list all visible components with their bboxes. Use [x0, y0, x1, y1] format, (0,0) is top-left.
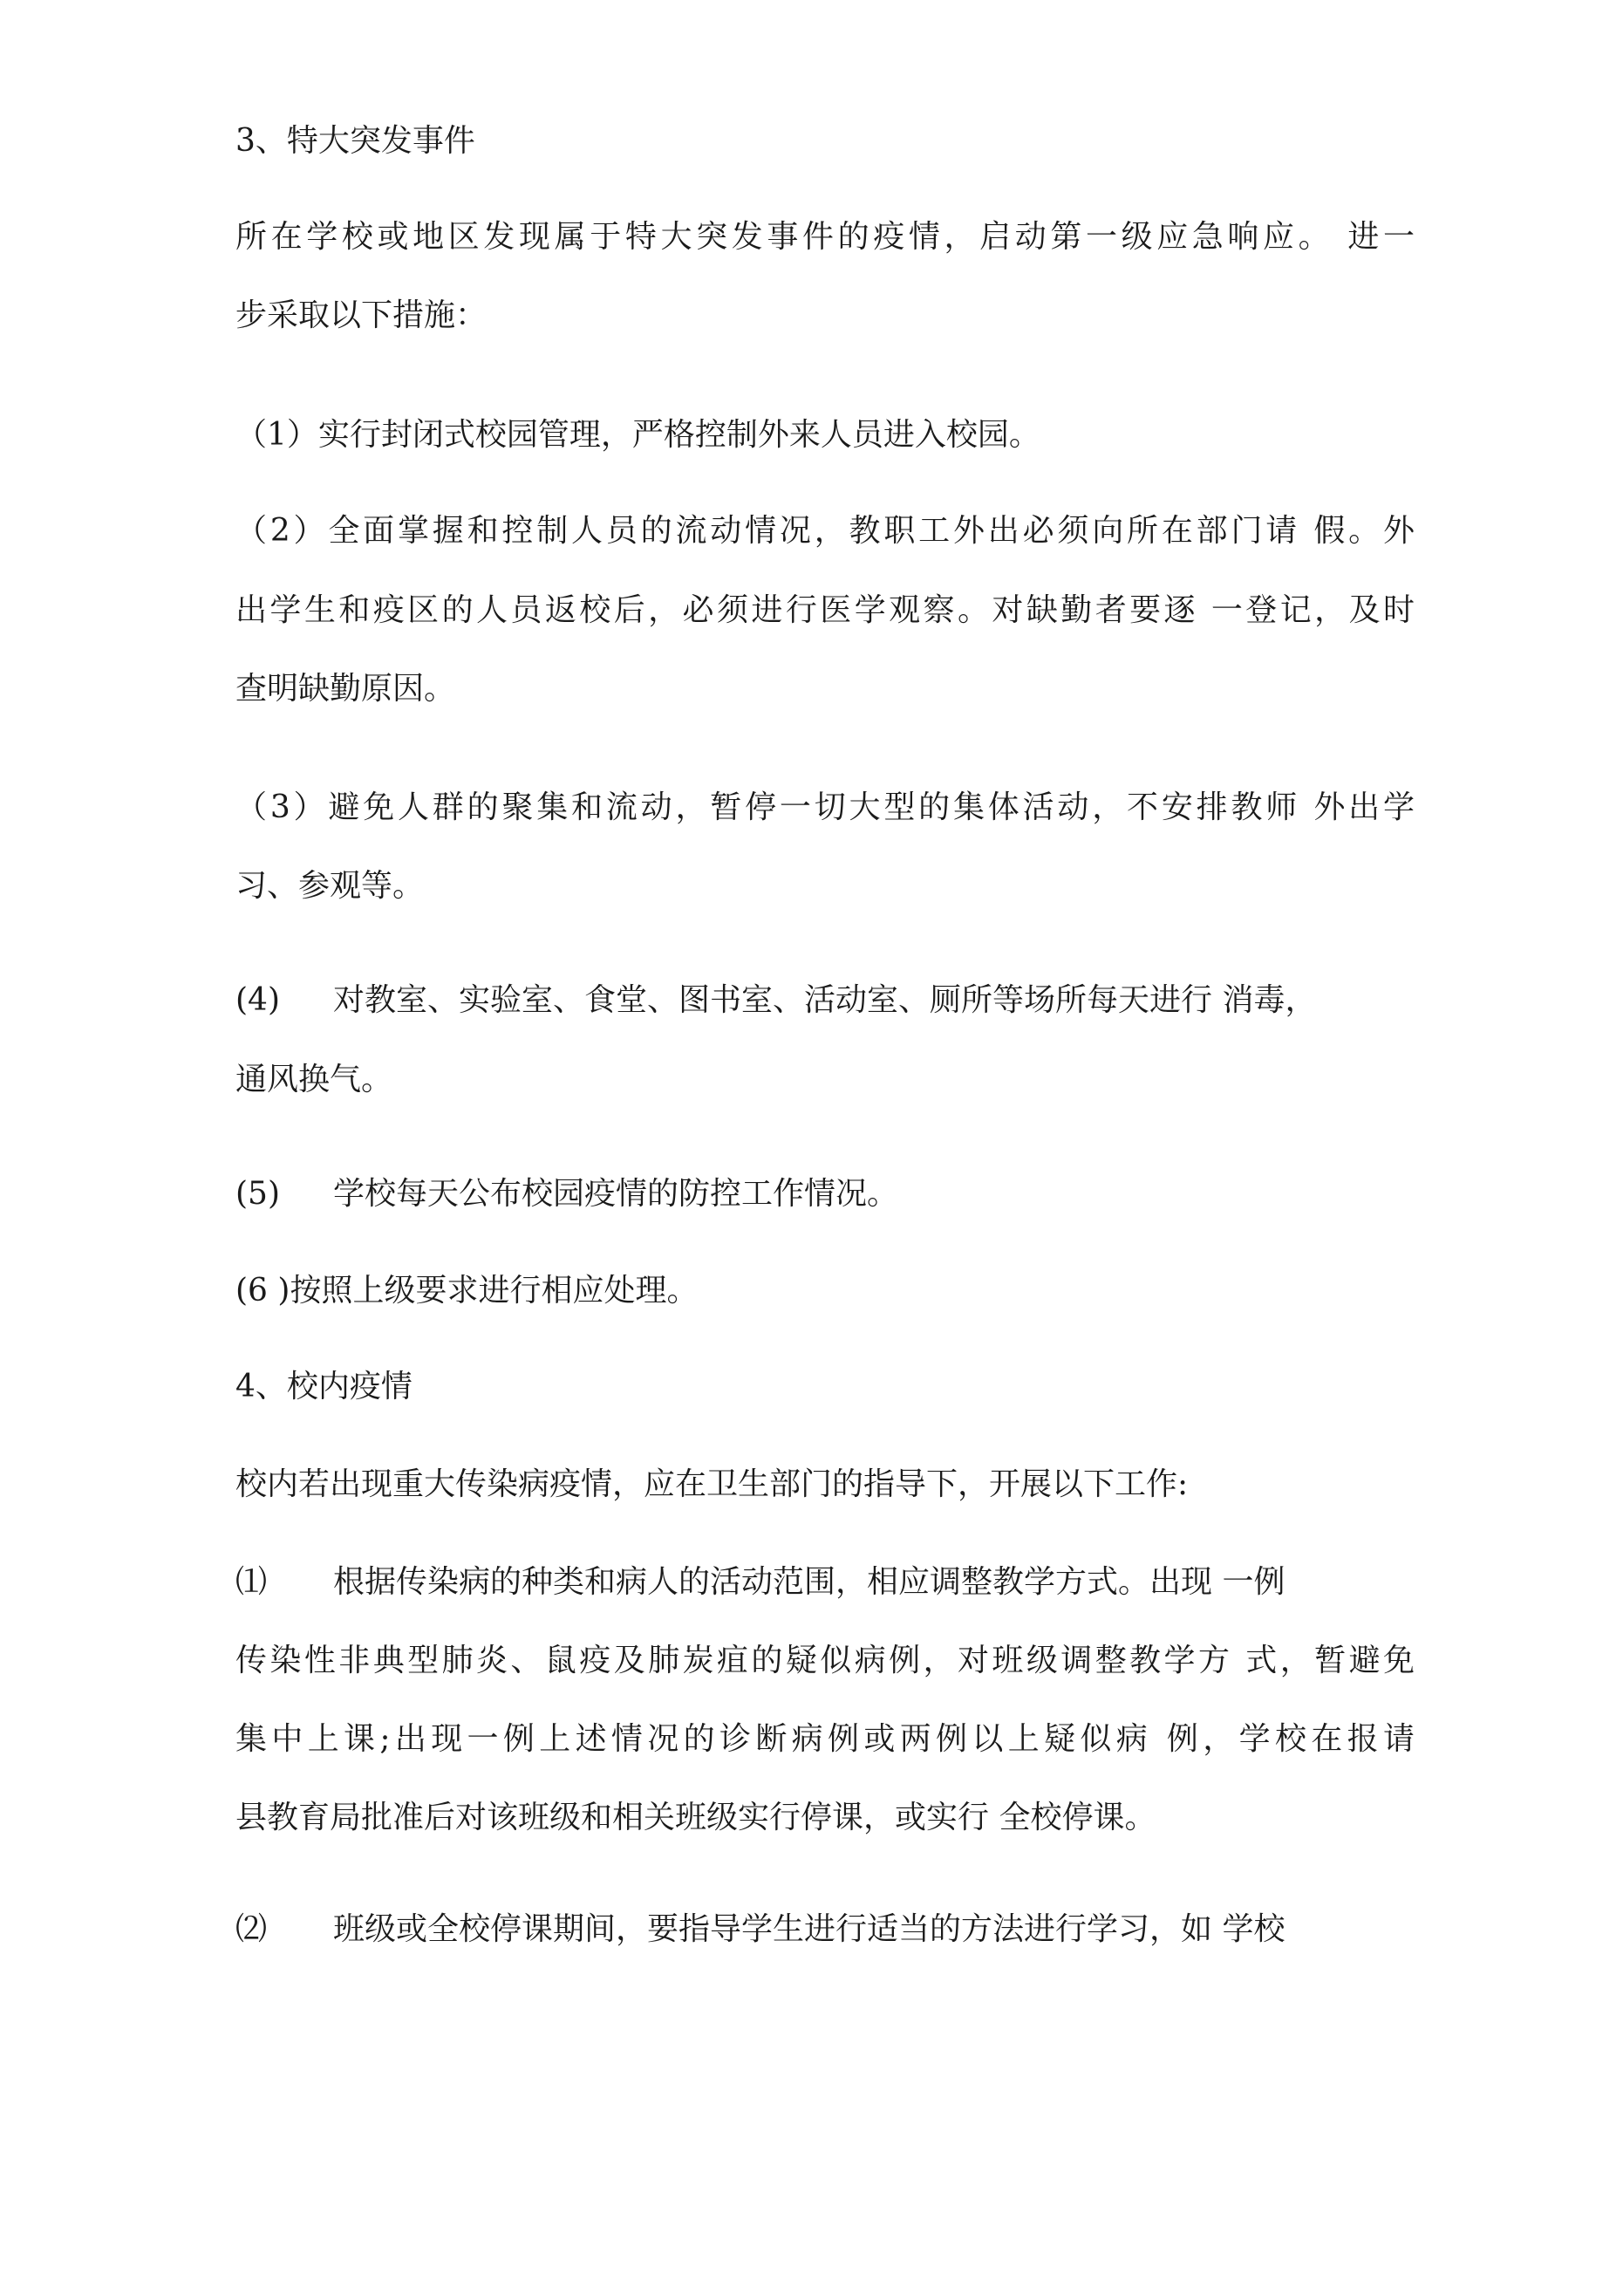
item-4-2-line-1 — [235, 1910, 1415, 1949]
item-4-2-marker: ⑵ — [235, 1911, 268, 1947]
item-3-6: (6 )按照上级要求进行相应处理。 — [235, 1273, 699, 1309]
section-3-intro-line-1: 所在学校或地区发现属于特大突发事件的疫情，启动第一级应急响应。 进一 — [235, 219, 1415, 255]
item-4-1-text: 根据传染病的种类和病人的活动范围，相应调整教学方式。出现 一例 — [333, 1564, 1285, 1600]
section-4-heading: 4、校内疫情 — [235, 1369, 413, 1404]
item-3-4-line-2: 通风换气。 — [235, 1062, 393, 1097]
item-3-5-marker: (5) — [235, 1176, 280, 1212]
section-3-heading: 3、特大突发事件 — [235, 123, 475, 159]
item-3-3-line-1: （3）避免人群的聚集和流动，暂停一切大型的集体活动，不安排教师 外出学 — [235, 789, 1415, 825]
item-3-4-line-1 — [235, 981, 1415, 1020]
item-3-2-line-2: 出学生和疫区的人员返校后，必须进行医学观察。对缺勤者要逐 一登记，及时 — [235, 592, 1415, 628]
item-4-1-line-2: 传染性非典型肺炎、鼠疫及肺炭疽的疑似病例，对班级调整教学方 式，暂避免 — [235, 1643, 1415, 1678]
item-3-5 — [235, 1175, 898, 1213]
item-3-4-marker: (4) — [235, 982, 280, 1018]
section-3-intro-line-2: 步采取以下措施： — [235, 297, 488, 333]
item-3-1: （1）实行封闭式校园管理，严格控制外来人员进入校园。 — [235, 417, 1040, 453]
item-4-2-text: 班级或全校停课期间，要指导学生进行适当的方法进行学习，如 学校 — [333, 1911, 1285, 1947]
section-4-intro: 校内若出现重大传染病疫情，应在卫生部门的指导下，开展以下工作: — [235, 1466, 1189, 1502]
item-3-2-line-3: 查明缺勤原因。 — [235, 671, 456, 707]
item-3-5-text: 学校每天公布校园疫情的防控工作情况。 — [333, 1176, 899, 1212]
item-3-4-text: 对教室、实验室、食堂、图书室、活动室、厕所等场所每天进行 消毒， — [333, 982, 1317, 1018]
item-4-1-line-1 — [235, 1563, 1415, 1602]
item-4-1-line-3: 集中上课;出现一例上述情况的诊断病例或两例以上疑似病 例，学校在报请 — [235, 1721, 1415, 1757]
item-4-1-marker: ⑴ — [235, 1564, 268, 1600]
item-4-1-line-4: 县教育局批准后对该班级和相关班级实行停课，或实行 全校停课。 — [235, 1800, 1156, 1835]
item-3-3-line-2: 习、参观等。 — [235, 868, 425, 904]
item-3-2-line-1: （2）全面掌握和控制人员的流动情况，教职工外出必须向所在部门请 假。外 — [235, 513, 1415, 549]
